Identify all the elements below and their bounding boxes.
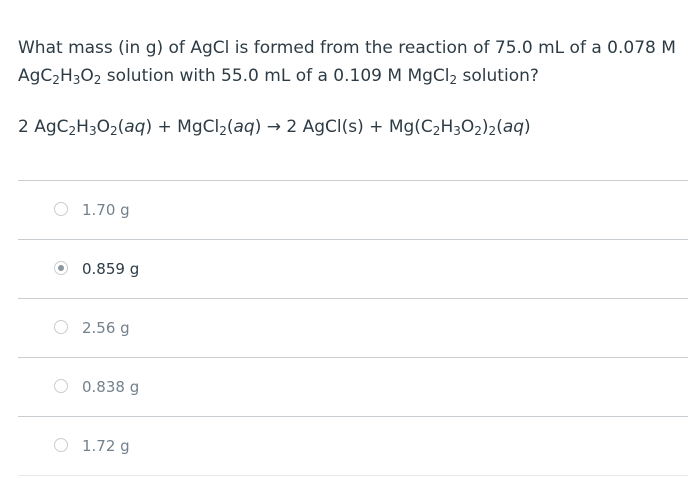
radio-button-selected-icon[interactable]: [54, 261, 68, 275]
answer-label: 2.56 g: [82, 319, 130, 337]
answer-label: 1.70 g: [82, 201, 130, 219]
question-line-2: $AgC_2H_3O_2$ solution with 55.0 mL of a 0.109 M MgCl$_2$ solution?: [18, 66, 539, 87]
answer-option-4[interactable]: [18, 357, 688, 416]
answer-option-2[interactable]: [18, 239, 688, 298]
question-text: [18, 34, 688, 90]
radio-button-icon[interactable]: [54, 438, 68, 452]
answer-option-3[interactable]: [18, 298, 688, 357]
answer-list: [18, 180, 688, 476]
answer-label: 0.838 g: [82, 378, 140, 396]
radio-button-icon[interactable]: [54, 202, 68, 216]
answer-label: 0.859 g: [82, 260, 140, 278]
radio-button-icon[interactable]: [54, 320, 68, 334]
question-line-1: What mass (in g) of AgCl is formed from the reaction of 75.0 mL of a 0.078 M: [18, 38, 676, 58]
reaction-equation: 2 $AgC_2H_3O_2(aq)$ + MgCl$_2$(aq) → 2 AgCl(s) + $Mg(C_2H_3O_2)_2(aq)$: [18, 117, 531, 138]
answer-label: 1.72 g: [82, 437, 130, 455]
answer-option-1[interactable]: [18, 180, 688, 239]
radio-button-icon[interactable]: [54, 379, 68, 393]
answer-option-5[interactable]: [18, 416, 688, 476]
